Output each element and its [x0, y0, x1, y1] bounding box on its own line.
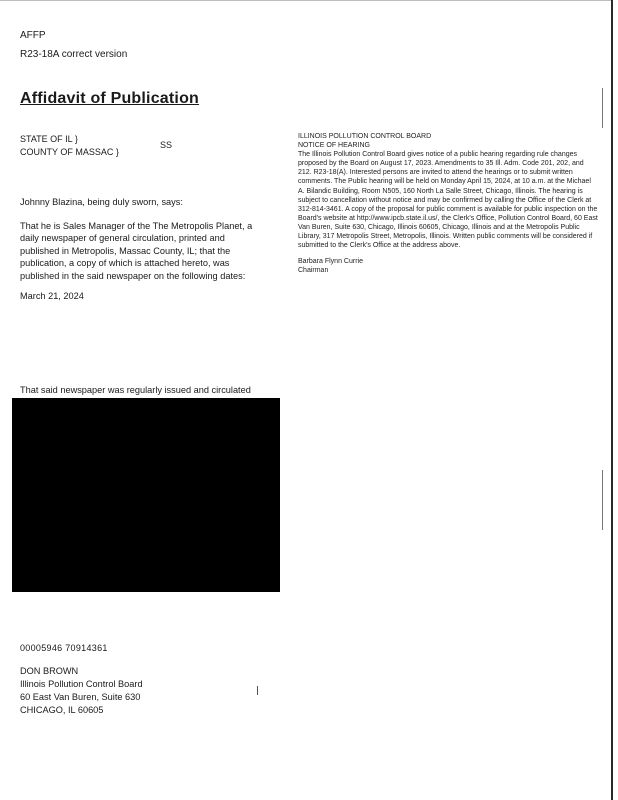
venue-state: STATE OF IL } [20, 134, 78, 144]
venue-ss: SS [160, 140, 173, 150]
venue-county: COUNTY OF MASSAC } [20, 147, 119, 157]
statement-line: publication, a copy of which is attached hereto, was [20, 258, 230, 269]
affidavit-statement [20, 220, 285, 282]
page-title: Affidavit of Publication [20, 90, 200, 107]
publication-date: March 21, 2024 [20, 291, 84, 301]
statement-line: That he is Sales Manager of the The Metropolis Planet, a [20, 221, 253, 231]
statement-line: published in the said newspaper on the following dates: [20, 270, 246, 281]
notice-body: The Illinois Pollution Control Board gives notice of a public hearing regarding rule changes proposed by the Board on August 17, 2023. Amendments to 35 Ill. Adm. Code 201, 202, and 212. R23-18(A). Interested persons are invited to attend the hearings or to submit written comments. The Public hearing will be held on Monday April 15, 2024, at 10 a.m. at the Michael A. Bilandic Building, Room N505, 160 North La Salle Street, Chicago, Illinois. The hearing is subject to cancellation without notice and may be confirmed by calling the Office of the Clerk at 312-814-3461. A copy of the proposal for public comment is available for public inspection on the Board's website at http://www.ipcb.state.il.us/, the Clerk's Office, Pollution Control Board, 60 East Van Buren, Suite 630, Chicago, Illinois 60605, Chicago, Illinois and at the Metropolis Public Library, 317 Metropolis Street, Metropolis, Illinois. Written public comments will be considered if submitted to the Clerk's Office at the address above. [298, 151, 598, 250]
recipient-address: 60 East Van Buren, Suite 630 [20, 692, 141, 702]
page-top-edge [0, 0, 612, 1]
notice-heading: NOTICE OF HEARING [298, 142, 370, 150]
public-notice [298, 132, 598, 275]
affiant-statement: Johnny Blazina, being duly sworn, says: [20, 197, 183, 207]
recipient-city: CHICAGO, IL 60605 [20, 705, 104, 715]
account-numbers: 00005946 70914361 [20, 643, 108, 653]
recipient-name: DON BROWN [20, 666, 79, 676]
scan-edge-mark [602, 88, 603, 128]
circulation-note: That said newspaper was regularly issued and circulated [20, 385, 251, 395]
notice-signer-title: Chairman [298, 267, 329, 275]
recipient-org: Illinois Pollution Control Board [20, 679, 143, 689]
document-code: AFFP [20, 30, 46, 41]
scan-mark [257, 686, 258, 695]
notice-agency: ILLINOIS POLLUTION CONTROL BOARD [298, 133, 432, 140]
scan-edge-mark [602, 470, 603, 530]
notice-signer: Barbara Flynn Currie [298, 258, 363, 266]
statement-line: published in Metropolis, Massac County, IL; that the [20, 245, 231, 256]
document-subtitle: R23-18A correct version [20, 49, 128, 60]
statement-line: daily newspaper of general circulation, printed and [20, 233, 225, 244]
redacted-block [12, 398, 280, 592]
page-right-edge [611, 0, 613, 800]
